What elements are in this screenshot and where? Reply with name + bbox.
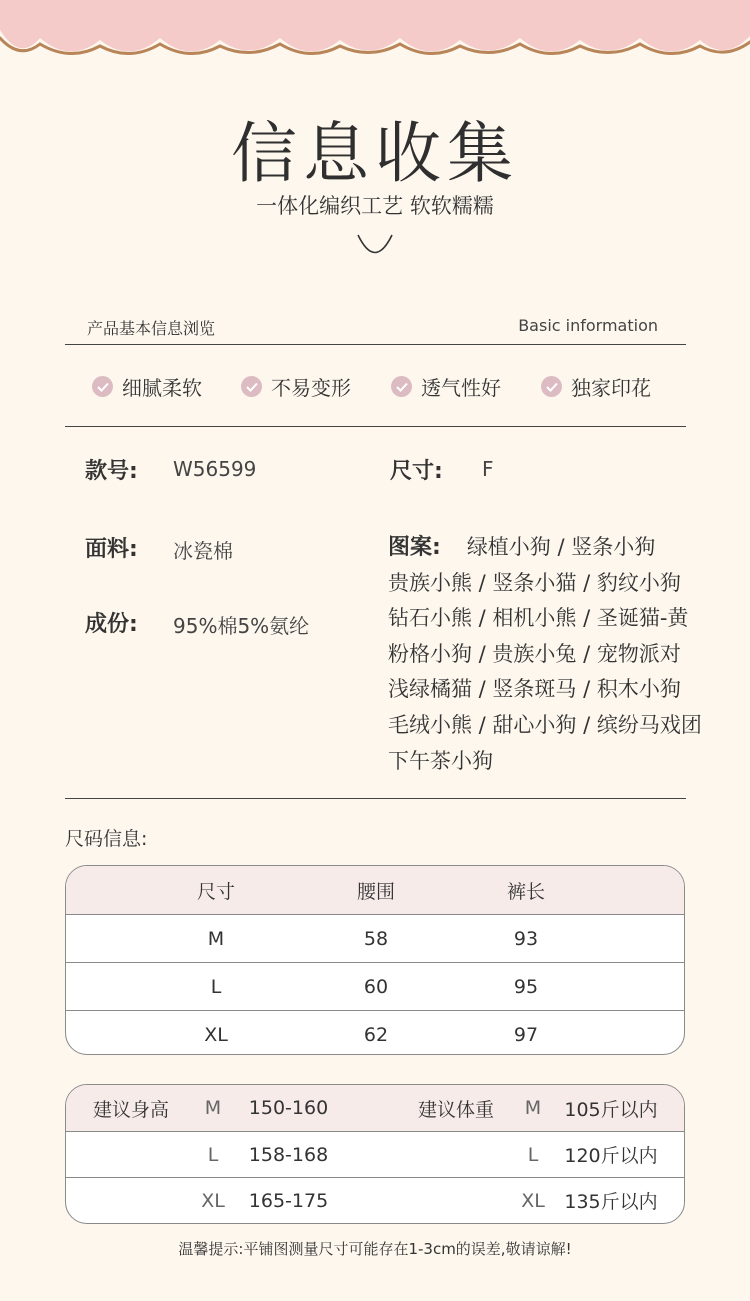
pattern-line: 图案: 绿植小狗 / 竖条小狗 (388, 535, 656, 560)
header-waist: 腰围 (356, 880, 395, 903)
composition-label: 成份: (85, 612, 138, 637)
pattern-line: 贵族小熊 / 竖条小猫 / 豹纹小狗 (388, 570, 681, 595)
table-row: M 58 93 (66, 914, 684, 962)
size-info-title: 尺码信息: (65, 828, 148, 850)
fabric-value: 冰瓷棉 (173, 539, 233, 563)
section-title-en: Basic information (518, 316, 658, 335)
pattern-line: 粉格小狗 / 贵族小兔 / 宠物派对 (388, 641, 681, 666)
check-icon (241, 376, 262, 397)
feature-label: 独家印花 (571, 376, 651, 400)
fabric-label: 面料: (85, 537, 138, 562)
feature-list (65, 372, 686, 404)
divider (65, 344, 686, 345)
feature-item (241, 372, 351, 401)
feature-label: 细腻柔软 (122, 376, 202, 400)
pattern-list (388, 530, 728, 779)
scalloped-top-border (0, 0, 750, 70)
check-icon (92, 376, 113, 397)
section-title-cn: 产品基本信息浏览 (87, 319, 216, 338)
table-row: L 60 95 (66, 962, 684, 1010)
measurement-notice: 温馨提示:平铺图测量尺寸可能存在1-3cm的误差,敬请谅解! (178, 1240, 572, 1258)
feature-item (391, 372, 501, 401)
check-icon (391, 376, 412, 397)
table-header-row (66, 866, 684, 914)
size-label: 尺寸: (390, 459, 443, 484)
height-label: 建议身高 (92, 1098, 169, 1121)
size-table (65, 865, 685, 1055)
divider (65, 798, 686, 799)
header-size: 尺寸 (196, 880, 235, 903)
feature-label: 不易变形 (271, 376, 351, 400)
page-title: 信息收集 (231, 115, 519, 192)
header-length: 裤长 (506, 880, 545, 903)
table-row: L 158-168 L 120斤以内 (66, 1131, 684, 1177)
composition-value: 95%棉5%氨纶 (173, 614, 310, 638)
feature-item (541, 372, 651, 401)
table-row: XL 165-175 XL 135斤以内 (66, 1177, 684, 1223)
table-row: XL 62 97 (66, 1010, 684, 1055)
pattern-line: 下午茶小狗 (388, 748, 493, 773)
weight-label: 建议体重 (417, 1098, 494, 1121)
section-header (65, 316, 686, 346)
pattern-line: 浅绿橘猫 / 竖条斑马 / 积木小狗 (388, 677, 681, 702)
smile-decoration-icon (355, 232, 395, 256)
recommend-table (65, 1084, 685, 1224)
table-header-row: 建议身高 M 150-160 建议体重 M 105斤以内 (66, 1085, 684, 1131)
style-number-label: 款号: (85, 459, 138, 484)
feature-label: 透气性好 (421, 376, 501, 400)
divider (65, 426, 686, 427)
pattern-label: 图案: (388, 535, 441, 560)
pattern-line: 钻石小熊 / 相机小熊 / 圣诞猫-黄 (388, 606, 689, 631)
page-subtitle: 一体化编织工艺 软软糯糯 (256, 194, 494, 218)
feature-item (92, 372, 202, 401)
style-number-value: W56599 (173, 457, 257, 481)
size-value: F (482, 457, 494, 481)
pattern-line: 毛绒小熊 / 甜心小狗 / 缤纷马戏团 (388, 712, 702, 737)
check-icon (541, 376, 562, 397)
